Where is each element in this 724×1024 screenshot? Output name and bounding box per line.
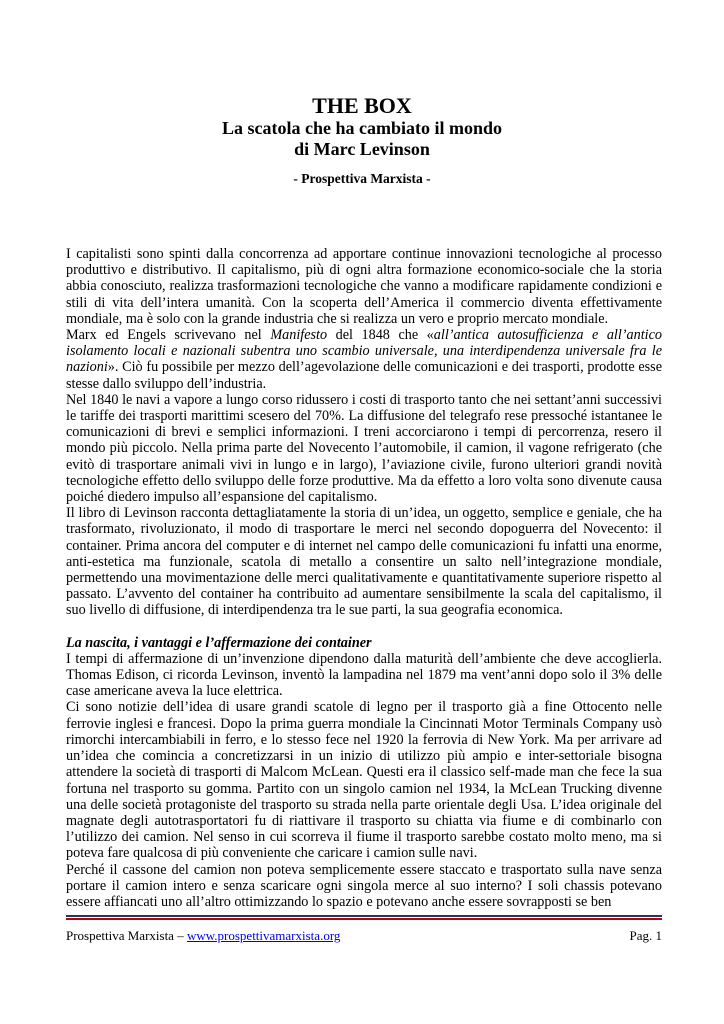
paragraph-intro: I capitalisti sono spinti dalla concorrenza ad apportare continue innovazioni tecnologiche al processo produttivo e distributivo. Il capitalismo, più di ogni altra formazione economico-sociale che la storia abbia conosciuto, realizza trasformazioni tecnologiche che vanno a modificare rapidamente condizioni e stili di vita dell’intera umanità. Con la scoperta dell’America il commercio diventa effettivamente mondiale, ma è solo con la grande industria che si realizza un vero e proprio mercato mondiale. xyxy=(66,246,662,327)
page-footer xyxy=(66,928,662,944)
footer-rule-blue xyxy=(66,915,662,917)
paragraph-edison: I tempi di affermazione di un’invenzione dipendono dalla maturità dell’ambiente che deve accoglierla. Thomas Edison, ci ricorda Levinson, inventò la lampadina nel 1879 ma vent’anni dopo solo il 3% delle case americane aveva la luce elettrica. xyxy=(66,650,662,700)
footer-source-text: Prospettiva Marxista – xyxy=(66,928,187,943)
document-tagline: - Prospettiva Marxista - xyxy=(293,171,431,186)
paragraph-text: del 1848 che « xyxy=(327,327,434,344)
document-title: THE BOX xyxy=(312,93,412,118)
manifesto-title: Manifesto xyxy=(270,327,328,344)
paragraph-chassis: Perché il cassone del camion non poteva semplicemente essere staccato e trasportato sulla nave senza portare il camion intero e senza scaricare ogni singola merce al suo interno? I soli chassis potevano essere affiancati uno all’altro ottimizzando lo spazio e potevano anche essere sovrapposti se ben xyxy=(66,861,662,910)
document-body xyxy=(66,246,662,910)
paragraph-mclean: Ci sono notizie dell’idea di usare grandi scatole di legno per il trasporto già a fine Ottocento nelle ferrovie inglesi e francesi. Dopo la prima guerra mondiale la Cincinnati Motor Terminals Company usò rimorchi intercambiabili in ferro, e lo stesso fece nel 1920 la ferrovia di New York. Ma per arrivare ad un’idea che comincia a concretizzarsi in un inizio di utilizzo più ampio e inter-settoriale bisogna attendere la società di trasporti di Malcom McLean. Questi era il classico self-made man che fece la sua fortuna nel trasporto su gomma. Partito con un singolo camion nel 1934, la McLean Trucking divenne una delle società protagoniste del trasporto su strada nella parte orientale degli Usa. L’idea originale del magnate degli autotrasportatori fu di riattivare il trasporto su chiatta via fiume e di combinarlo con l’utilizzo dei camion. Nel senso in cui scorreva il fiume il trasporto sarebbe costato molto meno, ma si poteva fare qualcosa di più conveniente che caricare i camion sulle navi. xyxy=(66,699,662,862)
manifesto-quote: all’antica autosufficienza e all’antico isolamento locali e nazionali subentra uno scambio universale, una interdipendenza universale fra le nazioni xyxy=(66,327,662,376)
paragraph-transport-history: Nel 1840 le navi a vapore a lungo corso ridussero i costi di trasporto tanto che nei settant’anni successivi le tariffe dei trasporti marittimi scesero del 70%. La diffusione del telegrafo rese pressoché istantanee le comunicazioni di brevi e semplici informazioni. I treni accorciarono i tempi di percorrenza, resero il mondo più piccolo. Nella prima parte del Novecento l’automobile, il camion, il vagone refrigerato (che evitò di trasportare animali vivi in lungo e in largo), l’aviazione civile, furono ulteriori grandi novità tecnologiche effetto dello sviluppo delle forze produttive. Ma da effetto a loro volta sono divenute causa poiché diedero impulso all’espansione del capitalismo. xyxy=(66,391,662,506)
paragraph-text: ». Ciò fu possibile per mezzo dell’agevolazione delle comunicazioni e dei trasporti, prodotte esse stesse dallo sviluppo dell’industria. xyxy=(66,359,662,392)
title-block xyxy=(0,94,724,188)
section-heading: La nascita, i vantaggi e l’affermazione dei container xyxy=(66,634,372,651)
footer-website-link[interactable]: www.prospettivamarxista.org xyxy=(186,928,341,943)
paragraph-text: Marx ed Engels scrivevano nel xyxy=(66,327,271,344)
document-subtitle-line1: La scatola che ha cambiato il mondo xyxy=(221,118,502,138)
paragraph-marx-engels xyxy=(66,327,662,392)
page-number: Pag. 1 xyxy=(629,928,662,943)
document-subtitle-line2: di Marc Levinson xyxy=(294,139,430,159)
footer-rule-red xyxy=(66,918,662,920)
footer-source xyxy=(66,928,340,944)
paragraph-levinson-book: Il libro di Levinson racconta dettagliatamente la storia di un’idea, un oggetto, semplice e geniale, che ha trasformato, rivoluzionato, il modo di trasportare le merci nel secondo dopoguerra del Novecento: il container. Prima ancora del computer e di internet nel campo delle comunicazioni fu infatti una enorme, anti-estetica ma funzionale, scatola di metallo a consentire un salto nell’integrazione mondiale, permettendo una movimentazione delle merci qualitativamente e quantitativamente superiore rispetto al passato. L’avvento del container ha contribuito ad aumentare sensibilmente la scala del capitalismo, il suo livello di diffusione, di interdipendenza tra le sue parti, la sua geografia economica. xyxy=(66,505,662,619)
